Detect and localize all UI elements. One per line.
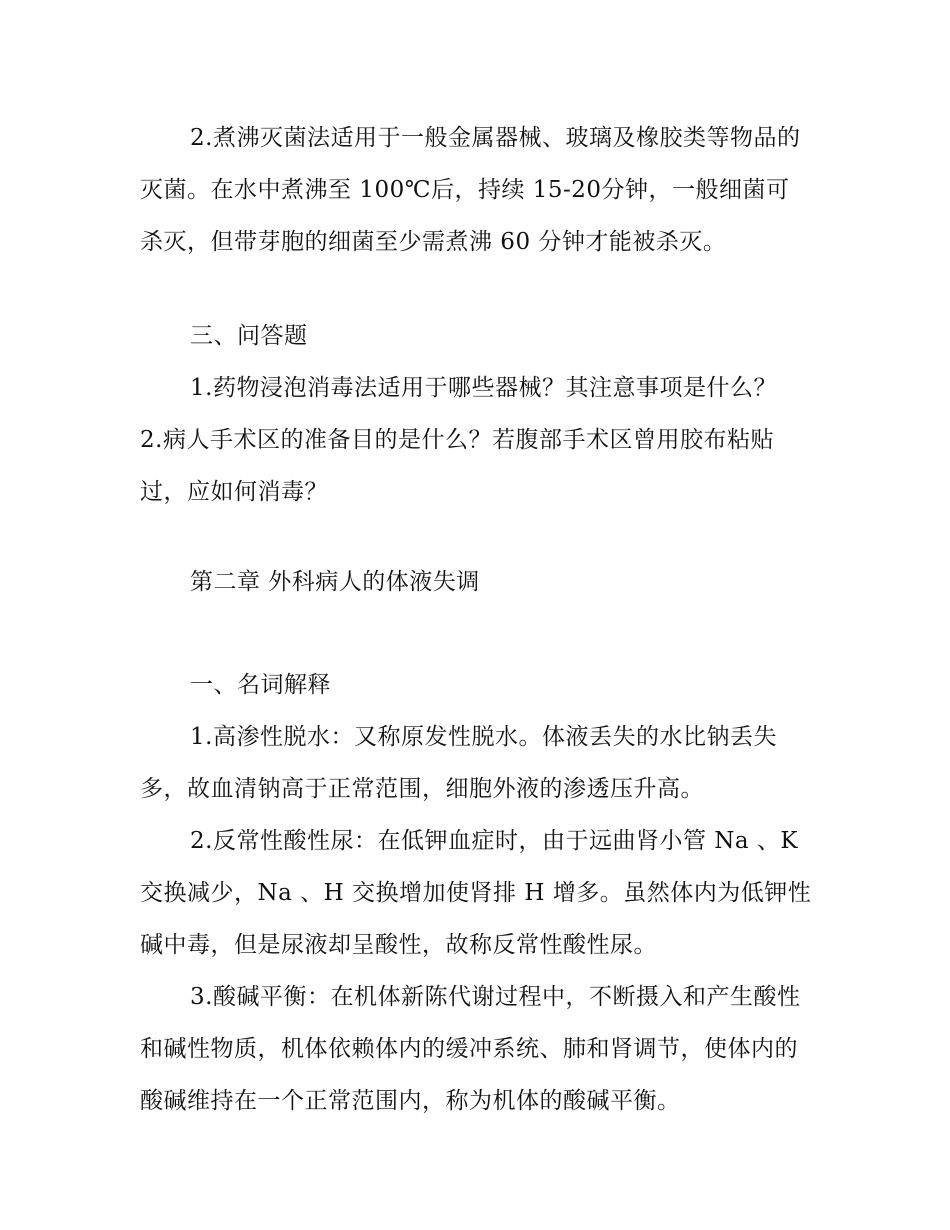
question-2: 2.病人手术区的准备目的是什么？若腹部手术区曾用胶布粘贴过，应如何消毒？ xyxy=(140,427,774,505)
chapter-title: 第二章 外科病人的体液失调 xyxy=(190,569,480,595)
term-hypertonic-dehydration: 1.高渗性脱水：又称原发性脱水。体液丢失的水比钠丢失多，故血清钠高于正常范围，细胞外液的渗透压升高。 xyxy=(140,724,777,802)
qa-section-heading: 三、问答题 xyxy=(190,323,308,349)
question-1: 1.药物浸泡消毒法适用于哪些器械？其注意事项是什么？ xyxy=(190,375,777,401)
term-paradoxical-aciduria: 2.反常性酸性尿：在低钾血症时，由于远曲肾小管 Na 、K 交换减少，Na 、H 交换增加使肾排 H 增多。虽然体内为低钾性碱中毒，但是尿液却呈酸性，故称反常性酸性尿。 xyxy=(140,828,812,958)
boiling-sterilization-paragraph: 2.煮沸灭菌法适用于一般金属器械、玻璃及橡胶类等物品的灭菌。在水中煮沸至 100℃后，持续 15-20分钟，一般细菌可杀灭，但带芽胞的细菌至少需煮沸 60 分钟才能被杀灭。 xyxy=(140,125,801,255)
term-acid-base-balance: 3.酸碱平衡：在机体新陈代谢过程中，不断摄入和产生酸性和碱性物质，机体依赖体内的缓冲系统、肺和肾调节，使体内的酸碱维持在一个正常范围内，称为机体的酸碱平衡。 xyxy=(140,984,801,1114)
terms-section-heading: 一、名词解释 xyxy=(190,672,331,698)
